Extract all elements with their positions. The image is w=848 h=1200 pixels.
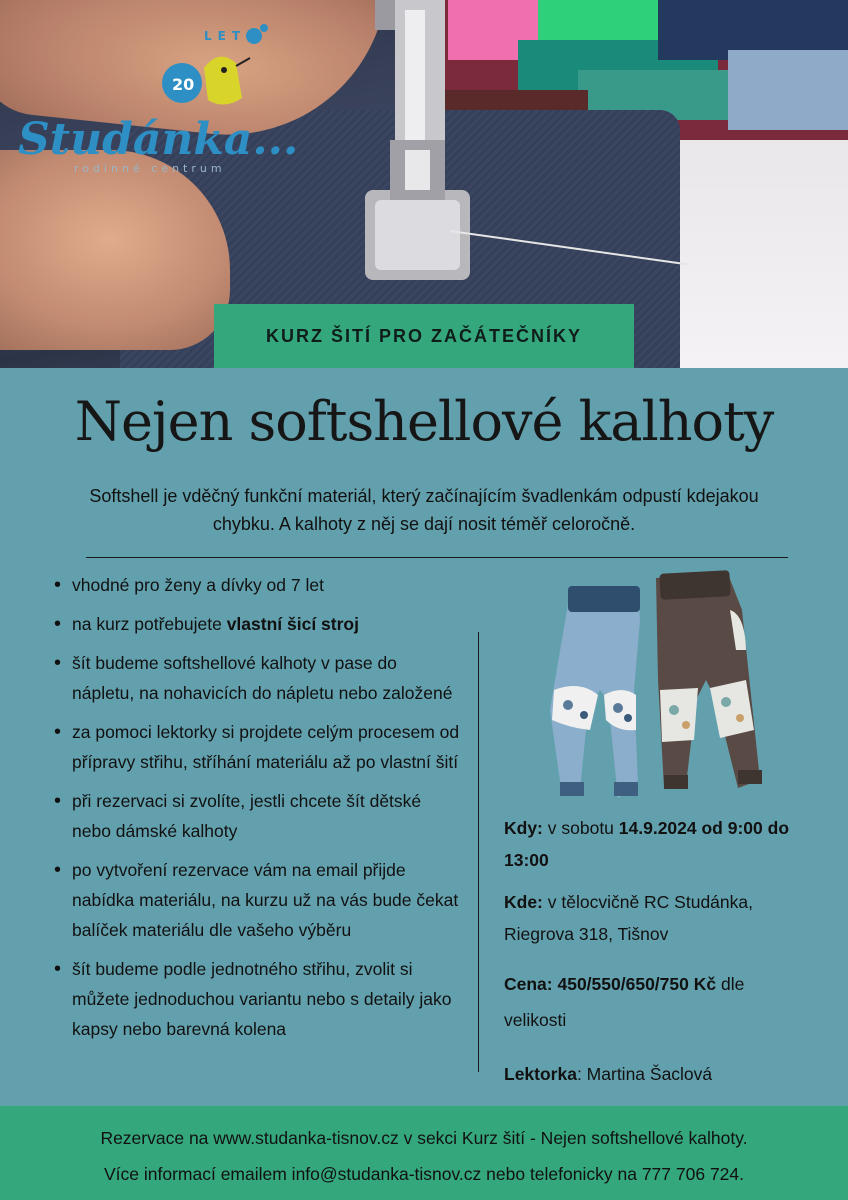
course-banner bbox=[214, 304, 634, 368]
info-when: Kdy: v sobotu 14.9.2024 od 9:00 do 13:00 bbox=[504, 818, 790, 870]
logo-badge-icon bbox=[14, 18, 274, 128]
softshell-pants-image bbox=[510, 570, 780, 805]
divider bbox=[86, 557, 788, 558]
list-item: • po vytvoření rezervace vám na email přijde nabídka materiálu, na kurzu už na vás bude čekat balíček materiálu dle vašeho výběru bbox=[50, 855, 460, 945]
info-where: Kde: v tělocvičně RC Studánka, Riegrova 318, Tišnov bbox=[504, 892, 753, 944]
logo-badge-word: LET bbox=[204, 29, 247, 43]
course-banner-text: KURZ ŠITÍ PRO ZAČÁTEČNÍKY bbox=[265, 325, 582, 346]
footer-reservation: Rezervace na www.studanka-tisnov.cz v sekci Kurz šití - Nejen softshellové kalhoty. bbox=[100, 1128, 748, 1148]
list-item: • na kurz potřebujete vlastní šicí stroj bbox=[50, 609, 460, 639]
intro-text: Softshell je vděčný funkční materiál, který začínajícím švadlenkám odpustí kdejakou chybku. A kalhoty z něj se dají nosit téměř celoročně. bbox=[89, 486, 759, 534]
list-item: • šít budeme podle jednotného střihu, zvolit si můžete jednoduchou variantu nebo s detaily jako kapsy nebo barevná kolena bbox=[50, 954, 460, 1044]
list-item: • při rezervaci si zvolíte, jestli chcete šít dětské nebo dámské kalhoty bbox=[50, 786, 460, 846]
logo-wordmark: Studánka... bbox=[18, 114, 299, 165]
studanka-logo bbox=[14, 18, 299, 178]
info-price: Cena: 450/550/650/750 Kč dle velikosti bbox=[504, 974, 745, 1030]
list-item: • šít budeme softshellové kalhoty v pase do nápletu, na nohavicích do nápletu nebo založené bbox=[50, 648, 460, 708]
list-item: • vhodné pro ženy a dívky od 7 let bbox=[50, 570, 460, 600]
list-item: • za pomoci lektorky si projdete celým procesem od přípravy střihu, stříhání materiálu až po vlastní šití bbox=[50, 717, 460, 777]
footer-contact: Více informací emailem info@studanka-tisnov.cz nebo telefonicky na 777 706 724. bbox=[103, 1164, 744, 1184]
page-title: Nejen softshellové kalhoty bbox=[74, 390, 774, 453]
vertical-divider bbox=[478, 632, 479, 1072]
footer bbox=[0, 1106, 848, 1200]
feature-list bbox=[50, 570, 460, 1053]
info-lecturer: Lektorka: Martina Šaclová bbox=[504, 1064, 713, 1084]
logo-subtitle: rodinné centrum bbox=[74, 162, 226, 175]
presser-foot-image bbox=[365, 0, 475, 300]
logo-badge-number: 20 bbox=[172, 75, 195, 94]
bold-text: vlastní šicí stroj bbox=[226, 614, 359, 634]
